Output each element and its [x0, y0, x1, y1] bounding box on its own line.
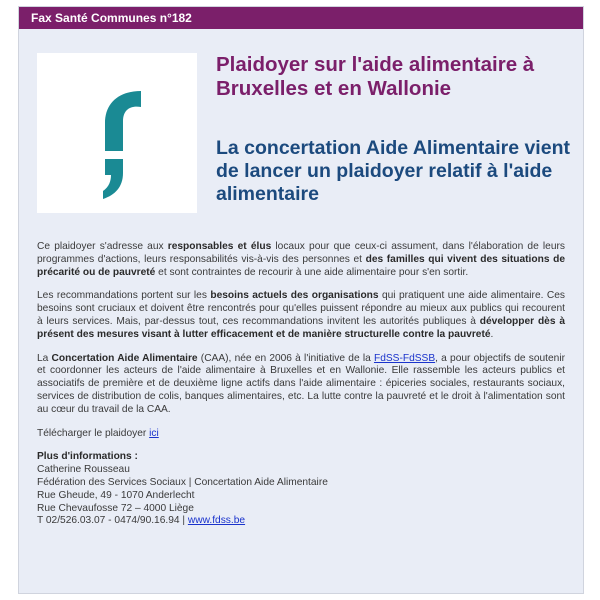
paragraph-2 [37, 290, 565, 341]
p3-text-1: La [37, 352, 52, 364]
contact-name: Catherine Rousseau [37, 464, 130, 476]
fdss-logo-icon [37, 53, 197, 213]
logo-hook-shape [105, 91, 141, 151]
p3-bold-1: Concertation Aide Alimentaire [51, 352, 198, 364]
p2-bold-2: développer dès à présent des mesures visant à lutter efficacement et de manière structurelle contre la pauvreté [37, 315, 565, 340]
p2-text-2: qui pratiquent une aide alimentaire. Ces besoins sont cruciaux et doivent être rencontrés pour qu'elles puissent répondre au mieux aux publics qui recourent à leurs services. Mais, par-dessus tout, ces recommandations invitent les autorités publiques à [37, 290, 565, 327]
fdss-link[interactable]: FdSS-FdSSB [373, 352, 436, 364]
p2-bold-1: besoins actuels des organisations [210, 290, 379, 302]
p1-bold-2: des familles qui vivent des situations de précarité ou de pauvreté [37, 253, 565, 278]
download-text: Télécharger le plaidoyer [37, 427, 150, 439]
paragraph-3 [37, 353, 565, 417]
logo-comma-shape [103, 159, 123, 199]
website-link[interactable]: www.fdss.be [187, 515, 246, 527]
article-title: Plaidoyer sur l'aide alimentaire à Bruxelles et en Wallonie [216, 53, 535, 100]
download-link[interactable]: ici [149, 427, 159, 439]
download-line [37, 428, 565, 441]
p2-text-3: . [490, 328, 494, 340]
p1-text-1: Ce plaidoyer s'adresse aux [37, 241, 168, 252]
p3-text-3: , a pour objectifs de soutenir et coordonner les acteurs de l'aide alimentaire à Bruxelles et en Wallonie. Elle rassemble les acteurs publics et associatifs de première et de deuxième ligne actifs dans l'aide alimentaire : épiceries sociales, restaurants sociaux, services de distribution de colis, banques alimentaires, etc. La lutte contre la pauvreté et le droit à l'alimentation sont au cœur du travail de la CAA. [37, 352, 565, 415]
newsletter-frame [18, 6, 584, 594]
contact-block [37, 451, 565, 528]
contact-address-1: Rue Gheude, 49 - 1070 Anderlecht [37, 489, 195, 501]
logo-box [37, 53, 197, 213]
p1-text-2: locaux pour que ceux-ci assument, dans l'élaboration de leurs programmes d'actions, leurs responsabilités vis-à-vis des personnes et [37, 241, 565, 265]
article-body [37, 241, 565, 539]
contact-address-2: Rue Chevaufosse 72 – 4000 Liège [37, 502, 194, 514]
p1-bold-1: responsables et élus [167, 241, 272, 252]
contact-org: Fédération des Services Sociaux | Concertation Aide Alimentaire [37, 476, 328, 488]
paragraph-1 [37, 241, 565, 279]
p1-text-3: et sont contraintes de recourir à une aide alimentaire pour s'en sortir. [155, 266, 469, 278]
article-subtitle: La concertation Aide Alimentaire vient de lancer un plaidoyer relatif à l'aide alimentaire [216, 137, 570, 205]
newsletter-header: Fax Santé Communes n°182 [19, 7, 583, 29]
hero-section [19, 29, 583, 205]
p3-text-2: (CAA), née en 2006 à l'initiative de la [197, 352, 374, 364]
p2-text-1: Les recommandations portent sur les [37, 290, 211, 302]
contact-phone: T 02/526.03.07 - 0474/90.16.94 | [37, 515, 188, 527]
contact-heading: Plus d'informations : [37, 451, 138, 463]
